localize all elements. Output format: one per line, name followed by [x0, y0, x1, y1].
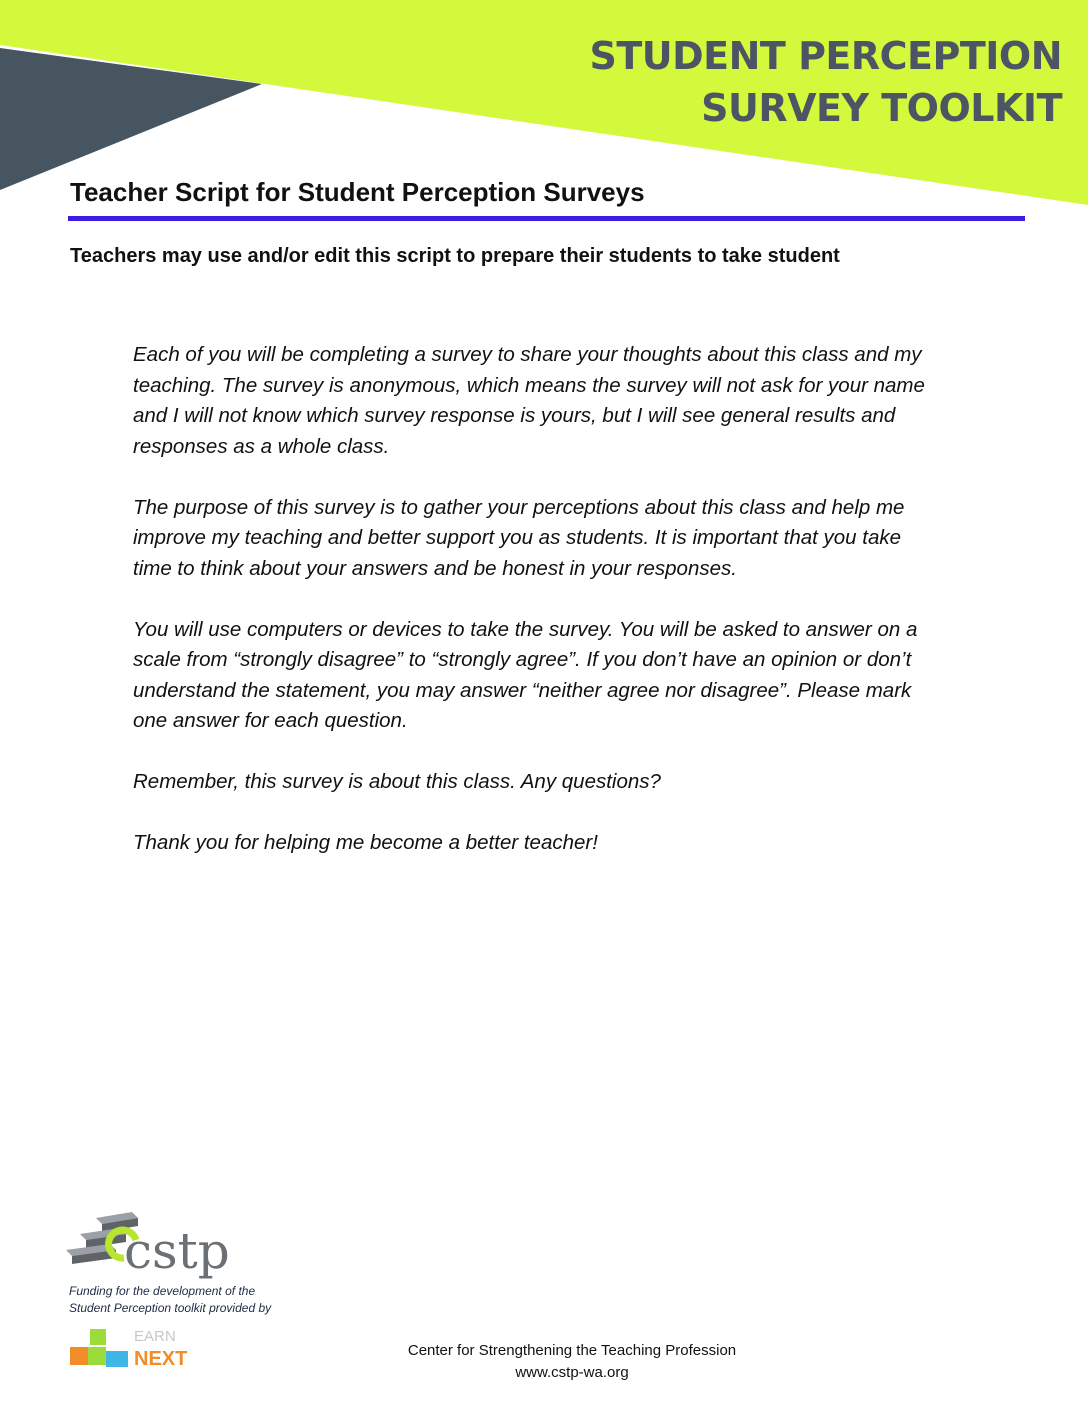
footer-org: Center for Strengthening the Teaching Profession: [407, 1342, 737, 1359]
script-paragraph: Remember, this survey is about this class. Any questions?: [133, 770, 661, 793]
funding-note-line2: Student Perception toolkit provided by: [69, 1301, 272, 1315]
cstp-wordmark: cstp: [124, 1222, 230, 1280]
script-paragraph: The purpose of this survey is to gather your perceptions about this class and help me improve my teaching and better support you as students. It is important that you take time to think about your answers and be honest in your responses.: [133, 495, 905, 580]
toolkit-title: [589, 30, 1062, 134]
funding-note: [69, 1283, 271, 1317]
footer: [372, 1340, 772, 1384]
next-wordmark: NEXT: [134, 1348, 188, 1370]
teacher-script: [133, 340, 933, 889]
footer-url[interactable]: www.cstp-wa.org: [515, 1364, 629, 1381]
script-paragraph: Thank you for helping me become a better teacher!: [133, 831, 598, 854]
learn-wordmark: EARN: [134, 1328, 176, 1345]
script-paragraph: You will use computers or devices to take the survey. You will be asked to answer on a scale from “strongly disagree” to “strongly agree”. If you don’t have an opinion or don’t understand the statement, you may answer “neither agree nor disagree”. Please mark one answer for each question.: [133, 617, 918, 732]
script-paragraph: Each of you will be completing a survey to share your thoughts about this class and my teaching. The survey is anonymous, which means the survey will not ask for your name and I will not know which survey response is yours, but I will see general results and responses as a whole class.: [133, 343, 925, 458]
toolkit-title-line1: STUDENT PERCEPTION: [589, 34, 1062, 78]
title-divider: [68, 216, 1025, 221]
page-title: Teacher Script for Student Perception Surveys: [70, 177, 645, 207]
cstp-logo: [64, 1212, 234, 1284]
learnnext-logo: [68, 1325, 208, 1371]
funding-note-line1: Funding for the development of the: [69, 1284, 256, 1298]
toolkit-title-line2: SURVEY TOOLKIT: [701, 86, 1062, 130]
blocks-icon: [70, 1329, 128, 1367]
intro-text: Teachers may use and/or edit this script to prepare their students to take student: [70, 245, 840, 267]
